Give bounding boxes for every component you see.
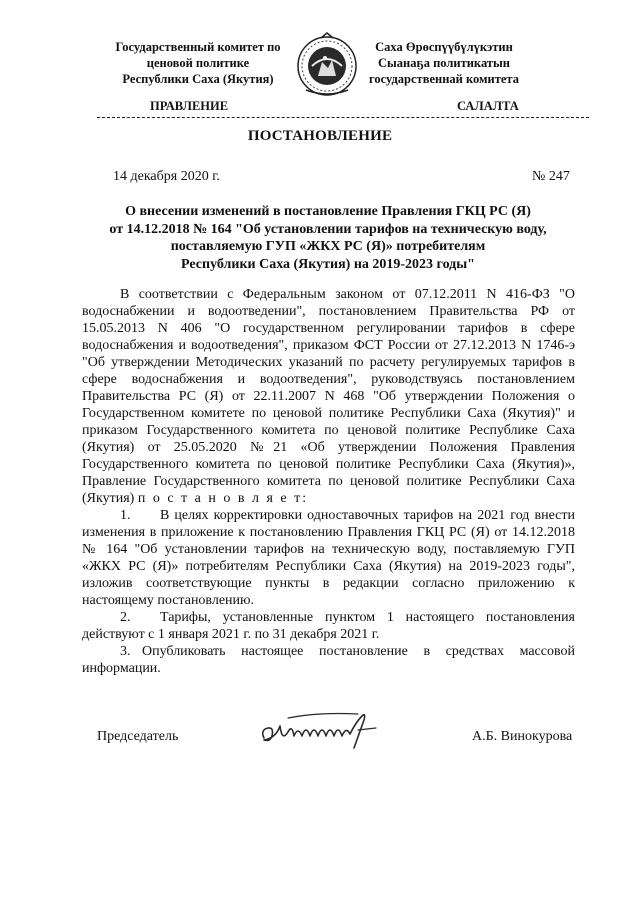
subject-line: Республики Саха (Якутия) на 2019-2023 годы": [181, 256, 475, 272]
document-date: 14 декабря 2020 г.: [113, 169, 220, 184]
item-number: 2.: [120, 610, 131, 625]
list-item: [82, 609, 575, 643]
board-label-ru: ПРАВЛЕНИЕ: [150, 99, 229, 113]
subject-line: О внесении изменений в постановление Правления ГКЦ РС (Я): [125, 204, 531, 219]
list-item: [82, 507, 575, 609]
header-right-line: Сыанаҕа политикатын: [378, 56, 510, 70]
signer-position: Председатель: [97, 729, 179, 744]
preamble-paragraph: [82, 286, 575, 507]
document-title: ПОСТАНОВЛЕНИЕ: [247, 128, 393, 144]
item-text: Опубликовать настоящее постановление в средствах массовой информации.: [82, 644, 575, 676]
subject-line: поставляемую ГУП «ЖКХ РС (Я)» потребителям: [170, 239, 486, 254]
header-left-line: Республики Саха (Якутия): [122, 72, 274, 86]
item-number: 1.: [120, 508, 131, 523]
header-right-line: государственнай комитета: [369, 72, 519, 86]
document-body: [82, 286, 575, 677]
subject-line: от 14.12.2018 № 164 "Об установлении тарифов на техническую воду,: [109, 221, 547, 237]
item-text: Тарифы, установленные пунктом 1 настоящего постановления действуют с 1 января 2021 г. по 31 декабря 2021 г.: [82, 610, 575, 642]
header-right-line: Саха Өрөспүүбүлүкэтин: [375, 40, 513, 54]
handwritten-signature-icon: [258, 708, 384, 752]
document-subject: [80, 203, 576, 273]
header-right-org: [339, 39, 549, 87]
document-number: № 247: [532, 169, 570, 184]
signer-name: А.Б. Винокурова: [472, 729, 573, 744]
decree-word: п о с т а н о в л я е т:: [137, 491, 309, 506]
item-text: В целях корректировки одноставочных тарифов на 2021 год внести изменения в приложение к постановлению Правления ГКЦ РС (Я) от 14.12.2018 № 164 "Об установлении тарифов на техническую воду, поставляемую ГУП «ЖКХ РС (Я)» потребителям Республики Саха (Якутия) на 2019-2023 годы", изложив соответствующие пункты в редакции согласно приложению к настоящему постановлению.: [82, 508, 575, 608]
item-number: 3.: [120, 644, 131, 659]
board-label-sakha: САЛАЛТА: [457, 99, 519, 113]
preamble-text: В соответствии с Федеральным законом от 07.12.2011 N 416-ФЗ "О водоснабжении и водоотведении", постановлением Правительства РФ от 15.05.2013 N 406 "О государственном регулировании тарифов в сфере водоснабжения и водоотведения", приказом ФСТ России от 27.12.2013 N 1746-э "Об утверждении Методических указаний по расчету регулируемых тарифов в сфере водоснабжения и водоотведения", руководствуясь постановлением Правительства РС (Я) от 22.11.2007 N 468 "Об утверждении Положения о Государственном комитете по ценовой политике Республики Саха (Якутия)" и приказом Государственного комитета по ценовой политике Республике Саха (Якутия) от 25.05.2020 №21 «Об утверждении Положения Правления Государственного комитета по ценовой политике Республики Саха (Якутия)», Правление Государственного комитета по ценовой политике Республики Саха (Якутия): [82, 287, 575, 506]
header-left-line: Государственный комитет по: [115, 40, 281, 54]
list-item: [82, 643, 575, 677]
header-divider: [97, 117, 589, 118]
header-left-org: [93, 39, 303, 87]
header-left-line: ценовой политике: [146, 56, 250, 70]
